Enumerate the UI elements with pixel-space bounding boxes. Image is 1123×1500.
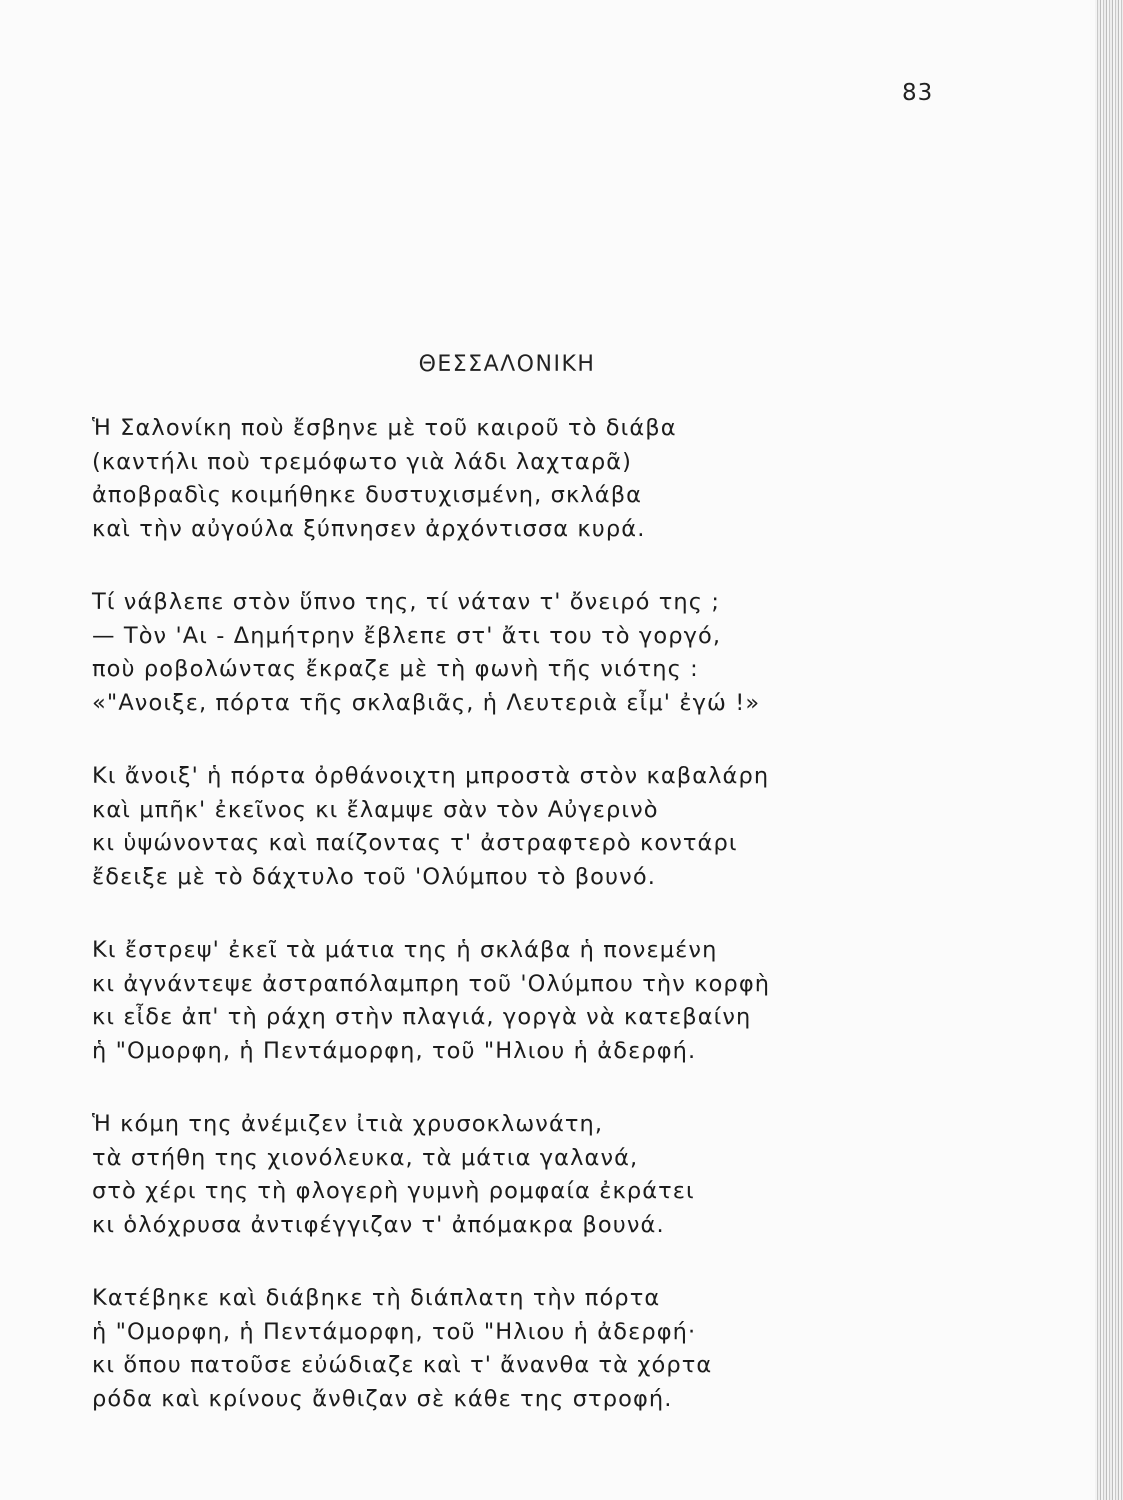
poem-line: Ἡ κόμη της ἀνέμιζεν ἰτιὰ χρυσοκλωνάτη, <box>92 1111 604 1137</box>
poem-line: Κι ἄνοιξ' ἡ πόρτα ὀρθάνοιχτη μπροστὰ στὸν καβαλάρη <box>92 763 770 789</box>
poem-line: ἡ "Ομορφη, ἡ Πεντάμορφη, τοῦ "Ηλιου ἡ ἀδερφή. <box>92 1037 697 1064</box>
poem-line: — Τὸν 'Αι - Δημήτρην ἔβλεπε στ' ἄτι του τὸ γοργό, <box>92 622 722 649</box>
page-number: 83 <box>902 80 934 106</box>
poem-line: Κατέβηκε καὶ διάβηκε τὴ διάπλατη τὴν πόρτα <box>92 1285 661 1311</box>
poem-line: ἡ "Ομορφη, ἡ Πεντάμορφη, τοῦ "Ηλιου ἡ ἀδερφή· <box>92 1318 697 1345</box>
poem-line: ἔδειξε μὲ τὸ δάχτυλο τοῦ 'Ολύμπου τὸ βουνό. <box>92 863 656 890</box>
poem-line: Ἡ Σαλονίκη ποὺ ἔσβηνε μὲ τοῦ καιροῦ τὸ διάβα <box>92 415 677 441</box>
poem-line: (καντήλι ποὺ τρεμόφωτο γιὰ λάδι λαχταρᾶ) <box>92 448 633 475</box>
stanza-2 <box>92 586 892 720</box>
stanza-5 <box>92 1108 892 1242</box>
poem-line: καὶ τὴν αὐγούλα ξύπνησεν ἀρχόντισσα κυρά. <box>92 515 646 542</box>
poem-body <box>92 412 892 1456</box>
stanza-3 <box>92 760 892 894</box>
poem-line: ἀποβραδὶς κοιμήθηκε δυστυχισμένη, σκλάβα <box>92 482 643 508</box>
poem-line: κι ὑψώνοντας καὶ παίζοντας τ' ἀστραφτερὸ κοντάρι <box>92 830 738 856</box>
poem-line: ποὺ ροβολώντας ἔκραζε μὲ τὴ φωνὴ τῆς νιότης : <box>92 656 699 682</box>
poem-line: κι ἀγνάντεψε ἀστραπόλαμπρη τοῦ 'Ολύμπου τὴν κορφὴ <box>92 970 771 997</box>
poem-line: Τί νάβλεπε στὸν ὕπνο της, τί νάταν τ' ὄνειρό της ; <box>92 589 721 615</box>
poem-line: ρόδα καὶ κρίνους ἄνθιζαν σὲ κάθε της στροφή. <box>92 1385 673 1412</box>
poem-line: στὸ χέρι της τὴ φλογερὴ γυμνὴ ρομφαία ἐκράτει <box>92 1178 695 1204</box>
stanza-6 <box>92 1282 892 1416</box>
poem-line: κι ὁλόχρυσα ἀντιφέγγιζαν τ' ἀπόμακρα βουνά. <box>92 1211 665 1238</box>
poem-line: τὰ στήθη της χιονόλευκα, τὰ μάτια γαλανά, <box>92 1144 639 1171</box>
book-page-edge <box>1095 0 1123 1500</box>
poem-title: ΘΕΣΣΑΛΟΝΙΚΗ <box>418 352 596 377</box>
poem-line: καὶ μπῆκ' ἐκεῖνος κι ἔλαμψε σὰν τὸν Αὐγερινὸ <box>92 796 659 823</box>
stanza-4 <box>92 934 892 1068</box>
poem-line: κι ὅπου πατοῦσε εὐώδιαζε καὶ τ' ἄνανθα τὰ χόρτα <box>92 1352 713 1378</box>
stanza-1 <box>92 412 892 546</box>
poem-line: «"Ανοιξε, πόρτα τῆς σκλαβιᾶς, ἡ Λευτεριὰ εἶμ' ἐγώ !» <box>92 689 761 716</box>
poem-line: κι εἶδε ἀπ' τὴ ράχη στὴν πλαγιά, γοργὰ νὰ κατεβαίνη <box>92 1004 752 1030</box>
poem-line: Κι ἔστρεψ' ἐκεῖ τὰ μάτια της ἡ σκλάβα ἡ πονεμένη <box>92 937 718 963</box>
